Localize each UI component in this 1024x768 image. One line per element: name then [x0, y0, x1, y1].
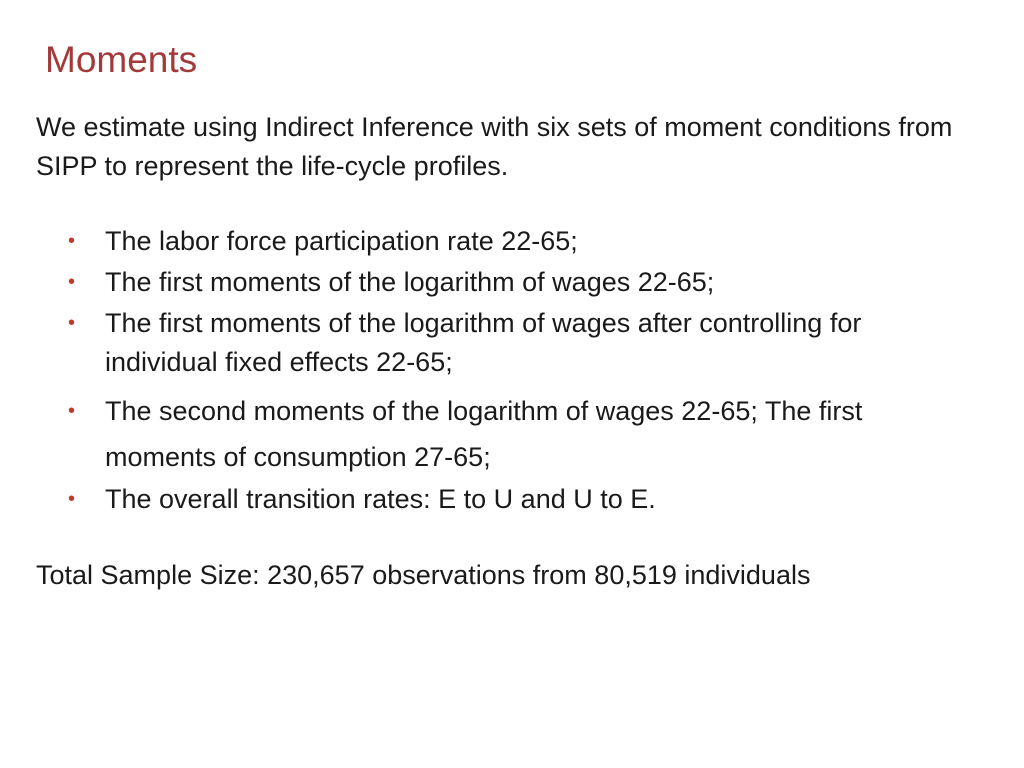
list-item-text: The first moments of the logarithm of wages after controlling for individual fixed effects 22-65;	[105, 308, 862, 377]
total-sample-size: Total Sample Size: 230,657 observations from 80,519 individuals	[36, 560, 811, 590]
bullet-icon: •	[68, 230, 76, 252]
bullet-icon: •	[68, 488, 76, 510]
list-item-text: The labor force participation rate 22-65;	[105, 226, 578, 256]
bullet-icon: •	[68, 271, 76, 293]
list-item-text: The overall transition rates: E to U and U to E.	[105, 484, 656, 514]
slide-title: Moments	[45, 39, 198, 80]
bullet-icon: •	[68, 400, 76, 422]
list-item	[62, 480, 962, 519]
moment-conditions-list	[62, 222, 962, 519]
list-item	[62, 263, 962, 302]
list-item	[62, 304, 962, 382]
bullet-icon: •	[68, 312, 76, 334]
list-item	[62, 222, 962, 261]
list-item	[62, 388, 962, 480]
intro-paragraph: We estimate using Indirect Inference with six sets of moment conditions from SIPP to represent the life-cycle profiles.	[36, 112, 953, 181]
list-item-text: The first moments of the logarithm of wages 22-65;	[105, 267, 715, 297]
list-item-text: The second moments of the logarithm of wages 22-65; The first moments of consumption 27-65;	[105, 396, 863, 472]
